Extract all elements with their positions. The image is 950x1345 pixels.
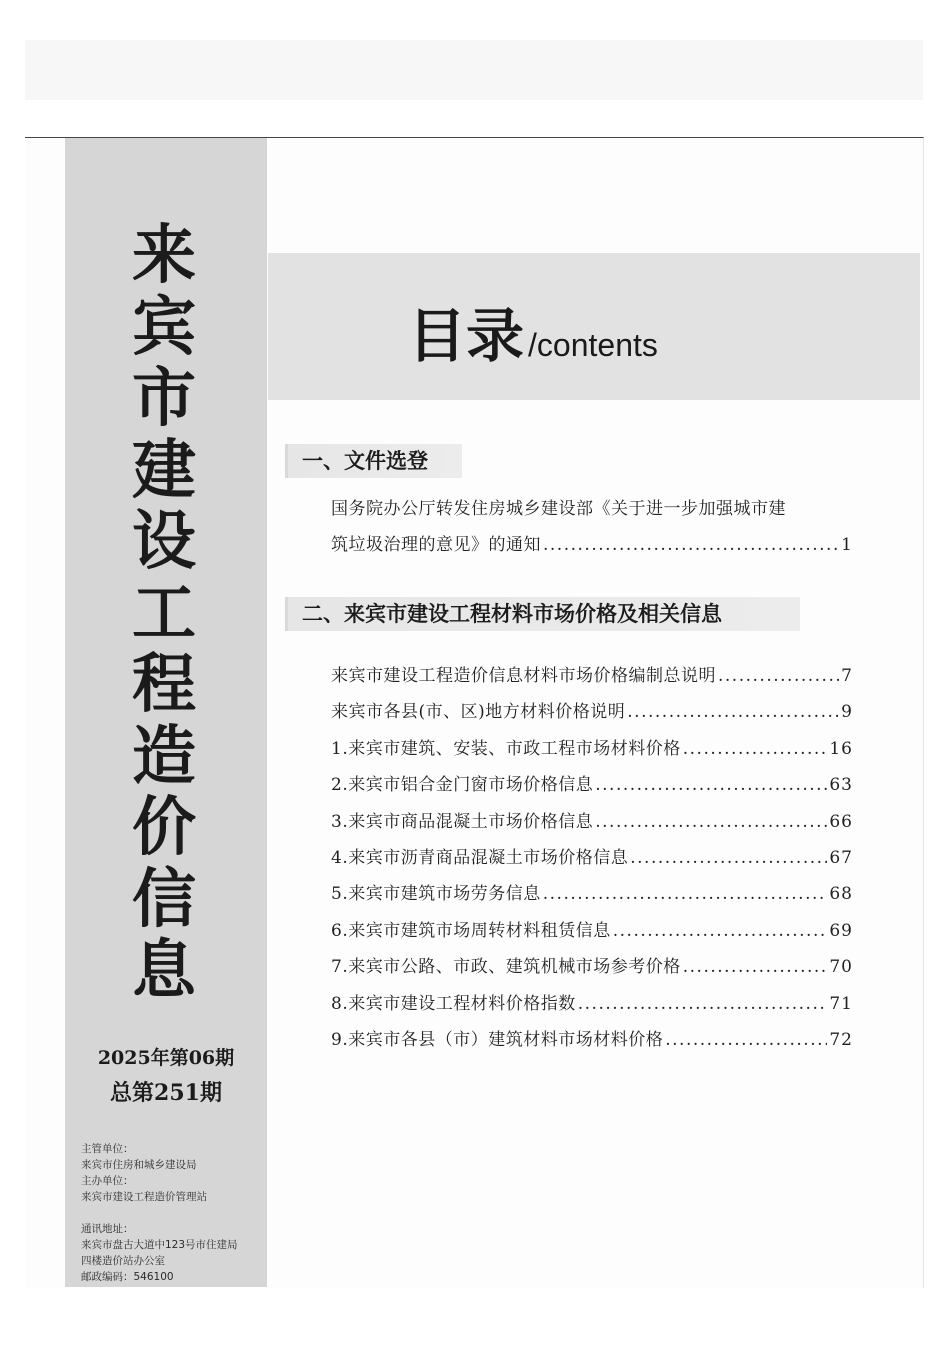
toc-item-title: 来宾市各县(市、区)地方材料价格说明 (331, 702, 626, 723)
page-number: 70 (829, 957, 853, 978)
toc-item[interactable] (331, 807, 853, 831)
organizer: 来宾市建设工程造价管理站 (81, 1191, 207, 1203)
toc-item-title: 7.来宾市公路、市政、建筑机械市场参考价格 (331, 957, 681, 978)
title-char: 设 (132, 504, 196, 579)
title-char: 工 (132, 575, 196, 651)
entry-line-2 (331, 527, 853, 563)
toc-item[interactable] (331, 879, 853, 903)
contents-title (408, 289, 658, 373)
page-number: 69 (829, 920, 853, 941)
publication-title (65, 220, 267, 1007)
toc-item-title: 9.来宾市各县（市）建筑材料市场材料价格 (331, 1030, 664, 1050)
section-heading: 二、来宾市建设工程材料市场价格及相关信息 (285, 597, 800, 631)
title-char: 宾 (132, 289, 196, 365)
contents-title-en: /contents (528, 327, 658, 363)
toc-item[interactable] (331, 770, 853, 794)
toc-item[interactable] (331, 697, 853, 721)
toc-item-title: 4.来宾市沥青商品混凝土市场价格信息 (331, 848, 629, 868)
leader-dots (627, 702, 839, 722)
total-issue-number: 总第251期 (110, 1080, 222, 1106)
leader-dots (543, 884, 828, 904)
page-number: 67 (829, 848, 853, 868)
sponsor: 来宾市住房和城乡建设局 (81, 1159, 197, 1171)
title-char: 来 (132, 218, 196, 293)
section-1-entry[interactable] (331, 491, 853, 563)
page-number: 7 (841, 666, 853, 686)
title-char: 信 (132, 861, 196, 937)
contents-title-cn: 目录 (408, 302, 525, 370)
title-char: 市 (132, 361, 196, 436)
title-char: 息 (132, 933, 196, 1008)
page-number: 71 (829, 993, 853, 1014)
toc-item-title: 6.来宾市建筑市场周转材料租赁信息 (331, 920, 611, 941)
leader-dots (683, 739, 828, 759)
page-number: 63 (829, 775, 853, 796)
title-char: 价 (132, 790, 196, 865)
leader-dots (665, 1030, 827, 1050)
toc-item-title: 3.来宾市商品混凝土市场价格信息 (331, 811, 594, 832)
entry-line-1: 国务院办公厅转发住房城乡建设部《关于进一步加强城市建 (331, 499, 786, 519)
issue-number: 2025年第06期 (97, 1047, 235, 1069)
page-number: 68 (829, 884, 853, 905)
publisher-info (81, 1141, 263, 1285)
page-number: 72 (829, 1030, 853, 1050)
section-heading: 一、文件选登 (285, 444, 462, 478)
sponsor-label: 主管单位： (81, 1143, 134, 1155)
address-line-1: 来宾市盘古大道中123号市住建局 (81, 1239, 238, 1251)
toc-item[interactable] (331, 661, 853, 685)
toc-item[interactable] (331, 916, 853, 940)
toc-item-title: 1.来宾市建筑、安装、市政工程市场材料价格 (331, 738, 681, 759)
toc-item[interactable] (331, 1025, 853, 1049)
contents-banner (268, 253, 920, 400)
toc-item-title: 来宾市建设工程造价信息材料市场价格编制总说明 (331, 666, 716, 686)
leader-dots (613, 921, 828, 941)
address-label: 通讯地址： (81, 1223, 134, 1235)
title-char: 造 (132, 718, 196, 794)
leader-dots (630, 848, 827, 868)
address-line-2: 四楼造价站办公室 (81, 1255, 165, 1267)
postcode: 邮政编码：546100 (81, 1271, 174, 1283)
page-number: 1 (841, 535, 853, 555)
leader-dots (718, 666, 839, 686)
page-number: 9 (841, 702, 853, 723)
toc-item-title: 2.来宾市铝合金门窗市场价格信息 (331, 775, 594, 796)
page-number: 66 (829, 811, 853, 832)
page-number: 16 (829, 738, 853, 759)
toc-item[interactable] (331, 843, 853, 867)
toc-item[interactable] (331, 989, 853, 1013)
entry-title: 筑垃圾治理的意见》的通知 (331, 535, 541, 555)
leader-dots (683, 957, 828, 977)
sidebar (65, 138, 267, 1287)
leader-dots (595, 812, 827, 832)
toc-item-title: 5.来宾市建筑市场劳务信息 (331, 884, 541, 905)
toc-item[interactable] (331, 734, 853, 758)
leader-dots (595, 775, 827, 795)
leader-dots (578, 994, 828, 1014)
toc-item[interactable] (331, 952, 853, 976)
toc-item-title: 8.来宾市建设工程材料价格指数 (331, 993, 576, 1014)
top-band (25, 40, 923, 100)
title-char: 程 (132, 647, 196, 722)
title-char: 建 (132, 432, 196, 508)
leader-dots (543, 527, 839, 563)
organizer-label: 主办单位： (81, 1175, 134, 1187)
